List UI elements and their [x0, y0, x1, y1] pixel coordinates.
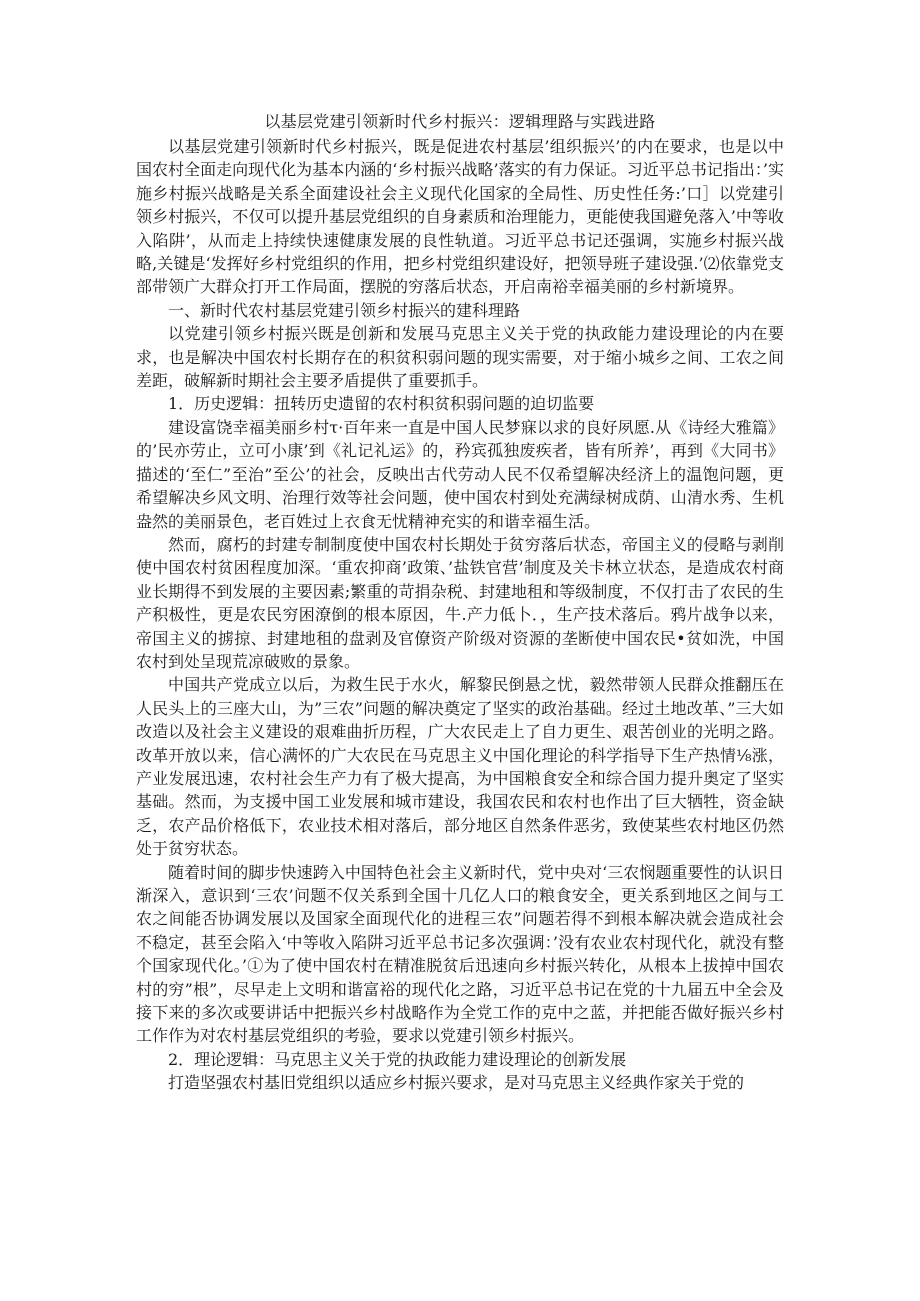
subsection-2-paragraph-1: 打造坚强农村基旧党组织以适应乡村振兴要求，是对马克思主义经典作家关于党的 [168, 1073, 745, 1093]
section-1-paragraph: 以党建引领乡村振兴既是创新和发展马克思主义关于党的执政能力建设理论的内在要求，也是解决中国农村长期存在的积贫积弱问题的现实需要，对于缩小城乡之间、工农之间差距，破解新时期社会主要矛盾提供了重要抓手。 [136, 324, 784, 391]
subsection-1-paragraph-3: 中国共产党成立以后，为救生民于水火，解黎民倒悬之忧，毅然带领人民群众推翻压在人民头上的三座大山，为”三农”问题的解决奠定了坚实的政治基础。经过土地改革、”三大如改造以及社会主义建设的艰难曲折历程，广大农民走上了自力更生、艰苦创业的光明之路。改革开放以来，信心满怀的广大农民在马克思主义中国化理论的科学指导下生产热情⅛涨，产业发展迅速，农村社会生产力有了极大提高，为中国粮食安全和综合国力提升奥定了坚实基础。然而，为支援中国工业发展和城市建设，我国农民和农村也作出了巨大牺牲，资金缺乏，农产品价格低下，农业技术相对落后，部分地区自然条件恶劣，致使某些农村地区仍然处于贫穷状态。 [136, 675, 784, 859]
section-heading-1: 一、新时代农村基层党建引领乡村振兴的建科理路 [168, 300, 521, 320]
document-title: 以基层党建引领新时代乡村振兴：逻辑理路与实践进路 [264, 112, 656, 131]
subsection-heading-1: 1．历史逻辑：扭转历史遗留的农村积贫积弱问题的迫切监要 [168, 394, 595, 414]
intro-paragraph: 以基层党建引领新时代乡村振兴，既是促进农村基层’组织振兴’的内在要求，也是以中国农村全面走向现代化为基本内涵的‘乡村振兴战略’落实的有力保证。习近平总书记指出：’实施乡村振兴战略是关系全面建设社会主义现代化国家的全局性、历史性任务:’口］以党建引领乡村振兴，不仅可以提升基层党组织的自身素质和治理能力，更能使我国避免落入’中等收入陷阱’，从而走上持续快速健康发展的良性轨道。习近平总书记还强调，实施乡村振兴战略,关键是‘发挥好乡村党组织的作用，把乡村党组织建设好，把领导班子建设强.’⑵依靠党支部带领广大群众打开工作局面，摆脱的穷落后状态，开启南裕幸福美丽的乡村新境界。 [136, 137, 784, 297]
subsection-1-paragraph-2: 然而，腐朽的封建专制制度使中国农村长期处于贫穷落后状态，帝国主义的侵略与剥削使中国农村贫困程度加深。‘重农抑商’政策、’盐铁官营’制度及关卡林立状态，是造成农村商业长期得不到发展的主要因素;繁重的苛捐杂税、封建地租和等级制度，不仅打击了农民的生产积极性，更是农民穷困潦倒的根本原因，牛.产力低卜．，生产技术落后。鸦片战争以来，帝国主义的掳掠、封建地租的盘剥及官僚资产阶级对资源的垄断使中国农民•贫如洗，中国农村到处呈现荒凉破败的景象。 [136, 534, 784, 671]
subsection-heading-2: 2．理论逻辑：马克思主义关于党的执政能力建设理论的创新发展 [168, 1049, 627, 1069]
document-page [136, 110, 784, 1095]
subsection-1-paragraph-1: 建设富饶幸福美丽乡村τ·百年来一直是中国人民梦寐以求的良好夙愿.从《诗经大雅篇》的’民亦劳止，立可小康’到《礼记礼运》的，矜宾孤独废疾者，皆有所养’，再到《大同书》描述的‘至仁”至治”至公’的社会，反映出古代劳动人民不仅希望解决经济上的温饱问题，更希望解决乡风文明、治理行效等社会问题，使中国农村到处充满绿树成荫、山清水秀、生机盎然的美丽景色，老百姓过上衣食无忧精神充实的和谐幸福生活。 [136, 417, 784, 531]
subsection-1-paragraph-4: 随着时间的脚步快速跨入中国特色社会主义新时代，党中央对‘三农悯题重要性的认识日渐深入，意识到‘三农’问题不仅关系到全国十几亿人口的粮食安全，更关系到地区之间与工农之间能否协调发展以及国家全面现代化的进程三农”问题若得不到根本解决就会造成社会不稳定，甚至会陷入‘中等收入陷阱习近平总书记多次强调：’没有农业农村现代化，就没有整个国家现代化。’①为了使中国农村在精准脱贫后迅速向乡村振兴转化，从根本上拔掉中国农村的穷”根”，尽早走上文明和谐富裕的现代化之路，习近平总书记在党的十九届五中全会及接下来的多次或要讲话中把振兴乡村战略作为全党工作的克中之蓝，并把能否做好振兴乡村工作作为对农村基层党组织的考验，要求以党建引领乡村振兴。 [136, 862, 784, 1046]
